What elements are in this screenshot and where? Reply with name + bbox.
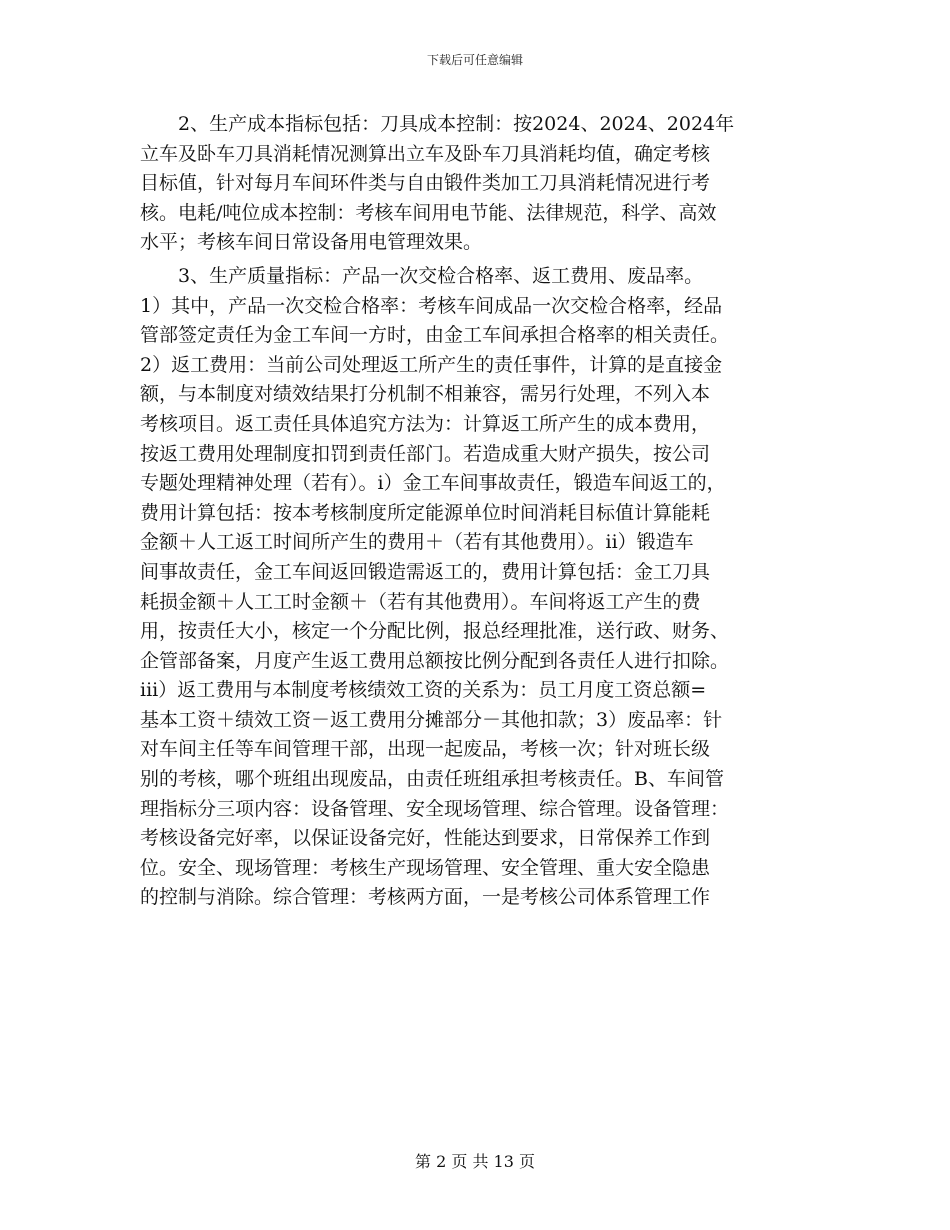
text-line: 企管部备案，月度产生返工费用总额按比例分配到各责任人进行扣除。 [140, 649, 730, 672]
text-line: 3、生产质量指标：产品一次交检合格率、返工费用、废品率。 [140, 264, 704, 287]
text-line: 考核设备完好率，以保证设备完好，性能达到要求，日常保养工作到 [140, 827, 711, 850]
text-line: 专题处理精神处理（若有）。i）金工车间事故责任，锻造车间返工的， [140, 472, 726, 495]
text-line: 基本工资＋绩效工资－返工费用分摊部分－其他扣款；3）废品率：针 [140, 708, 723, 731]
text-line: 对车间主任等车间管理干部，出现一起废品，考核一次；针对班长级 [140, 738, 711, 761]
text-line: 目标值，针对每月车间环件类与自由锻件类加工刀具消耗情况进行考 [140, 172, 711, 195]
text-line: 考核项目。返工责任具体追究方法为：计算返工所产生的成本费用， [140, 412, 711, 435]
text-line: 核。电耗/吨位成本控制：考核车间用电节能、法律规范，科学、高效 [140, 201, 717, 224]
page-header: 下载后可任意编辑 [426, 53, 523, 67]
text-line: 用，按责任大小，核定一个分配比例，报总经理批准，送行政、财务、 [140, 620, 730, 643]
text-line: iii）返工费用与本制度考核绩效工资的关系为：员工月度工资总额= [140, 679, 707, 702]
text-line: 额，与本制度对绩效结果打分机制不相兼容，需另行处理，不列入本 [140, 383, 711, 406]
body-text [140, 110, 820, 913]
text-line: 水平；考核车间日常设备用电管理效果。 [140, 231, 483, 254]
text-line: 1）其中，产品一次交检合格率：考核车间成品一次交检合格率，经品 [140, 294, 723, 317]
text-line: 耗损金额＋人工工时金额＋（若有其他费用）。车间将返工产生的费 [140, 590, 701, 613]
page-number-footer: 第 2 页 共 13 页 [415, 1152, 535, 1171]
text-line: 费用计算包括：按本考核制度所定能源单位时间消耗目标值计算能耗 [140, 501, 711, 524]
text-line: 2、生产成本指标包括：刀具成本控制：按2024、2024、2024年 [140, 113, 735, 135]
text-line: 金额＋人工返工时间所产生的费用＋（若有其他费用）。ii）锻造车 [140, 531, 694, 554]
text-line: 别的考核，哪个班组出现废品，由责任班组承担考核责任。B、车间管 [140, 768, 724, 791]
text-line: 位。安全、现场管理：考核生产现场管理、安全管理、重大安全隐患 [140, 856, 711, 879]
text-line: 理指标分三项内容：设备管理、安全现场管理、综合管理。设备管理： [140, 797, 730, 820]
text-line: 间事故责任，金工车间返回锻造需返工的，费用计算包括：金工刀具 [140, 560, 711, 583]
text-line: 立车及卧车刀具消耗情况测算出立车及卧车刀具消耗均值，确定考核 [140, 142, 711, 165]
text-line: 按返工费用处理制度扣罚到责任部门。若造成重大财产损失，按公司 [140, 442, 711, 465]
text-line: 2）返工费用：当前公司处理返工所产生的责任事件，计算的是直接金 [140, 353, 723, 376]
text-line: 的控制与消除。综合管理：考核两方面，一是考核公司体系管理工作 [140, 886, 711, 909]
text-line: 管部签定责任为金工车间一方时，由金工车间承担合格率的相关责任。 [140, 324, 730, 347]
